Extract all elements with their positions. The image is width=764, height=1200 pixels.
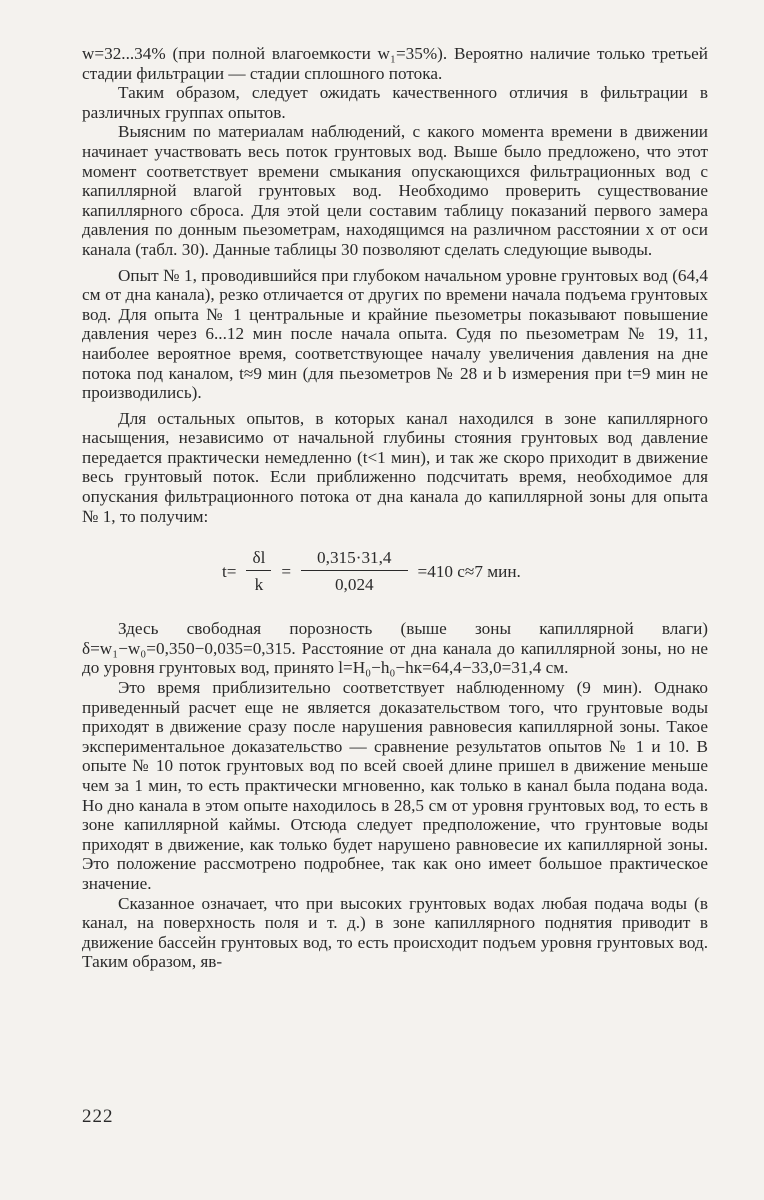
paragraph-5: Для остальных опытов, в которых канал находился в зоне капиллярного насыщения, независимо от начальной глубины стояния грунтовых вод давление передается практически немедленно (t<1 мин), и так же скоро приходит в движение весь грунтовый поток. Если приближенно подсчитать время, необходимое для опускания фильтрационного потока от дна канала до капиллярной зоны для опыта № 1, то получим: xyxy=(82,408,708,526)
paragraph-8: Сказанное означает, что при высоких грунтовых водах любая подача воды (в канал, на поверхность поля и т. д.) в зоне капиллярного поднятия приводит в движение бассейн грунтовых вод, то есть происходит подъем уровня грунтовых вод. Таким образом, яв- xyxy=(82,893,708,972)
paragraph-6: Здесь свободная порозность (выше зоны капиллярной влаги) δ=w₁−w₀=0,350−0,035=0,315. Расстояние от дна канала до капиллярной зоны, но не до уровня грунтовых вод, принято l=H₀−h₀−hк=64,4−33,0=31,4 см. xyxy=(82,619,708,678)
paragraph-4: Опыт № 1, проводившийся при глубоком начальном уровне грунтовых вод (64,4 см от дна канала), резко отличается от других по времени начала подъема грунтовых вод. Для опыта № 1 центральные и крайние пьезометры показывают повышение давления через 6...12 мин после начала опыта. Судя по пьезометрам № 19, 11, наиболее вероятное время, соответствующее началу увеличения давления на дне потока под каналом, t≈9 мин (для пьезометров № 28 и b измерения при t=9 мин не производились). xyxy=(82,265,708,403)
formula-denominator-symbolic: k xyxy=(254,575,264,595)
formula-equals: = xyxy=(281,561,292,581)
paragraph-3: Выясним по материалам наблюдений, с какого момента времени в движении начинает участвовать весь поток грунтовых вод. Выше было предложено, что этот момент соответствует времени смыкания опускающихся фильтрационных вод с капиллярной влагой грунтовых вод. Необходимо проверить существование капиллярного сброса. Для этой цели составим таблицу показаний первого замера давления по донным пьезометрам, находящимся на различном расстоянии x от оси канала (табл. 30). Данные таблицы 30 позволяют сделать следующие выводы. xyxy=(82,122,708,259)
paragraph-1: w=32...34% (при полной влагоемкости w₁=35%). Вероятно наличие только третьей стадии фильтрации — стадии сплошного потока. xyxy=(82,44,708,83)
formula-fraction-numeric xyxy=(301,548,407,595)
formula-fraction-symbolic xyxy=(246,548,271,595)
formula-lhs: t= xyxy=(222,561,237,581)
page-number: 222 xyxy=(82,1106,114,1127)
formula-denominator-numeric: 0,024 xyxy=(334,575,374,595)
page-body xyxy=(82,44,708,972)
formula-numerator-symbolic: δl xyxy=(246,548,271,571)
formula-numerator-numeric: 0,315·31,4 xyxy=(301,548,407,571)
paragraph-2: Таким образом, следует ожидать качественного отличия в фильтрации в различных группах опытов. xyxy=(82,83,708,122)
time-formula xyxy=(220,548,708,595)
formula-result: =410 с≈7 мин. xyxy=(417,561,521,581)
paragraph-7: Это время приблизительно соответствует наблюденному (9 мин). Однако приведенный расчет еще не является доказательством того, что грунтовые воды приходят в движение сразу после нарушения равновесия капиллярной зоны. Такое экспериментальное доказательство — сравнение результатов опытов № 1 и 10. В опыте № 10 поток грунтовых вод по всей своей длине пришел в движение меньше чем за 1 мин, то есть практически мгновенно, как только в канал была подана вода. Но дно канала в этом опыте находилось в 28,5 см от уровня грунтовых вод, то есть в зоне капиллярной каймы. Отсюда следует предположение, что грунтовые воды приходят в движение, как только будет нарушено равновесие их капиллярной зоны. Это положение рассмотрено подробнее, так как оно имеет большое практическое значение. xyxy=(82,678,708,893)
